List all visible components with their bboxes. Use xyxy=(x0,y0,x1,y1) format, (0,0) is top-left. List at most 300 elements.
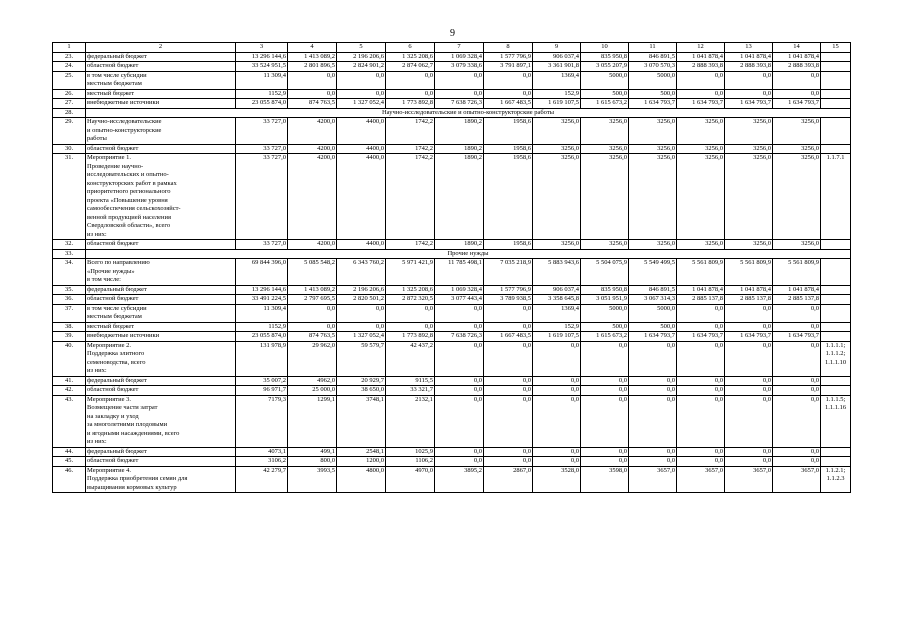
value-cell: 906 037,4 xyxy=(533,285,581,295)
value-cell: 500,0 xyxy=(581,322,629,332)
value-cell: 1 619 107,5 xyxy=(533,99,581,109)
value-cell: 1 773 892,8 xyxy=(386,332,435,342)
value-cell: 0,0 xyxy=(435,386,484,396)
value-cell: 1152,9 xyxy=(236,89,288,99)
value-cell: 0,0 xyxy=(288,71,337,89)
value-cell: 0,0 xyxy=(677,376,725,386)
value-cell: 3256,0 xyxy=(581,118,629,145)
value-cell: 846 891,5 xyxy=(629,52,677,62)
value-cell: 1742,2 xyxy=(386,240,435,250)
table-row xyxy=(53,62,851,72)
value-cell: 3 070 570,3 xyxy=(629,62,677,72)
description-cell: Мероприятие 2. Поддержка элитного семеноводства, всего из них: xyxy=(86,341,236,376)
value-cell: 3256,0 xyxy=(581,144,629,154)
value-cell: 3748,1 xyxy=(337,395,386,447)
value-cell: 7 035 218,9 xyxy=(484,259,533,286)
description-cell: Научно-исследовательские и опытно-конструкторские работы xyxy=(86,118,236,145)
value-cell: 0,0 xyxy=(581,376,629,386)
value-cell: 0,0 xyxy=(533,376,581,386)
table-row xyxy=(53,395,851,447)
value-cell: 4400,0 xyxy=(337,240,386,250)
reference-cell: 1.1.1.5; 1.1.1.16 xyxy=(821,395,851,447)
reference-cell xyxy=(821,99,851,109)
column-header: 12 xyxy=(677,43,725,53)
table-header-row xyxy=(53,43,851,53)
value-cell: 1 041 878,4 xyxy=(677,52,725,62)
value-cell: 20 929,7 xyxy=(337,376,386,386)
page-number: 9 xyxy=(450,28,455,39)
value-cell: 3256,0 xyxy=(581,240,629,250)
value-cell: 1 327 052,4 xyxy=(337,332,386,342)
value-cell: 33 524 951,5 xyxy=(236,62,288,72)
value-cell: 3657,0 xyxy=(725,466,773,493)
reference-cell: 1.1.7.1 xyxy=(821,154,851,240)
value-cell: 1 041 878,4 xyxy=(773,52,821,62)
value-cell: 2 885 137,8 xyxy=(677,295,725,305)
value-cell: 23 055 874,0 xyxy=(236,332,288,342)
value-cell: 0,0 xyxy=(629,457,677,467)
value-cell: 0,0 xyxy=(725,341,773,376)
value-cell: 1742,2 xyxy=(386,144,435,154)
value-cell: 906 037,4 xyxy=(533,52,581,62)
description-cell: Мероприятие 3. Возмещение части затрат на закладку и уход за многолетними плодовыми и ягодными насаждениями, всего из них: xyxy=(86,395,236,447)
row-number-cell: 28. xyxy=(53,108,86,118)
value-cell: 1152,9 xyxy=(236,322,288,332)
value-cell: 1890,2 xyxy=(435,118,484,145)
value-cell: 835 950,8 xyxy=(581,285,629,295)
value-cell: 0,0 xyxy=(773,457,821,467)
value-cell: 3256,0 xyxy=(773,144,821,154)
value-cell: 1958,6 xyxy=(484,144,533,154)
value-cell: 3256,0 xyxy=(725,118,773,145)
column-header: 14 xyxy=(773,43,821,53)
row-number-cell: 31. xyxy=(53,154,86,240)
value-cell: 1 634 793,7 xyxy=(773,332,821,342)
value-cell: 3256,0 xyxy=(533,118,581,145)
value-cell: 3 791 897,1 xyxy=(484,62,533,72)
value-cell: 0,0 xyxy=(484,457,533,467)
value-cell: 1 069 328,4 xyxy=(435,285,484,295)
value-cell: 1 413 089,2 xyxy=(288,285,337,295)
table-row xyxy=(53,249,851,259)
value-cell: 2 824 901,2 xyxy=(337,62,386,72)
value-cell: 4200,0 xyxy=(288,154,337,240)
description-cell: Всего по направлению «Прочие нужды» в том числе: xyxy=(86,259,236,286)
value-cell: 1 325 208,6 xyxy=(386,285,435,295)
value-cell: 1 577 796,9 xyxy=(484,52,533,62)
value-cell: 0,0 xyxy=(533,457,581,467)
description-cell: областной бюджет xyxy=(86,386,236,396)
table-row xyxy=(53,457,851,467)
column-header: 5 xyxy=(337,43,386,53)
value-cell: 3 051 951,9 xyxy=(581,295,629,305)
reference-cell xyxy=(821,52,851,62)
value-cell: 3256,0 xyxy=(629,240,677,250)
table-row xyxy=(53,285,851,295)
value-cell: 5 883 943,6 xyxy=(533,259,581,286)
value-cell: 0,0 xyxy=(288,89,337,99)
value-cell: 42 437,2 xyxy=(386,341,435,376)
table-row xyxy=(53,144,851,154)
value-cell: 0,0 xyxy=(629,341,677,376)
value-cell: 0,0 xyxy=(725,447,773,457)
value-cell: 2 885 137,8 xyxy=(773,295,821,305)
value-cell: 1299,1 xyxy=(288,395,337,447)
value-cell: 1 041 878,4 xyxy=(725,285,773,295)
value-cell: 3256,0 xyxy=(677,154,725,240)
value-cell: 0,0 xyxy=(435,447,484,457)
value-cell: 1 619 107,5 xyxy=(533,332,581,342)
value-cell: 3657,0 xyxy=(773,466,821,493)
value-cell: 1 615 673,2 xyxy=(581,99,629,109)
table-row xyxy=(53,322,851,332)
value-cell: 0,0 xyxy=(484,341,533,376)
row-number-cell: 27. xyxy=(53,99,86,109)
value-cell: 1 069 328,4 xyxy=(435,52,484,62)
row-number-cell: 34. xyxy=(53,259,86,286)
value-cell: 1890,2 xyxy=(435,144,484,154)
value-cell: 0,0 xyxy=(581,457,629,467)
value-cell: 2 872 320,5 xyxy=(386,295,435,305)
value-cell: 2 874 062,7 xyxy=(386,62,435,72)
value-cell: 3 055 207,9 xyxy=(581,62,629,72)
reference-cell xyxy=(821,386,851,396)
value-cell: 38 650,0 xyxy=(337,386,386,396)
table-row xyxy=(53,295,851,305)
value-cell: 3657,0 xyxy=(677,466,725,493)
reference-cell xyxy=(821,457,851,467)
value-cell: 3256,0 xyxy=(533,154,581,240)
row-number-cell: 24. xyxy=(53,62,86,72)
value-cell: 0,0 xyxy=(677,322,725,332)
table-row xyxy=(53,52,851,62)
value-cell: 0,0 xyxy=(725,304,773,322)
value-cell: 3 067 314,3 xyxy=(629,295,677,305)
value-cell: 0,0 xyxy=(533,447,581,457)
value-cell: 4200,0 xyxy=(288,118,337,145)
value-cell: 846 891,5 xyxy=(629,285,677,295)
value-cell: 1890,2 xyxy=(435,240,484,250)
value-cell: 1958,6 xyxy=(484,154,533,240)
budget-table xyxy=(52,42,851,493)
value-cell: 0,0 xyxy=(773,447,821,457)
value-cell: 0,0 xyxy=(725,376,773,386)
value-cell: 1742,2 xyxy=(386,154,435,240)
value-cell: 1 615 673,2 xyxy=(581,332,629,342)
value-cell: 1369,4 xyxy=(533,71,581,89)
table-row xyxy=(53,341,851,376)
value-cell: 1200,0 xyxy=(337,457,386,467)
value-cell: 3 077 443,4 xyxy=(435,295,484,305)
value-cell: 1 413 089,2 xyxy=(288,52,337,62)
reference-cell xyxy=(821,240,851,250)
row-number-cell: 35. xyxy=(53,285,86,295)
row-number-cell: 29. xyxy=(53,118,86,145)
value-cell: 3256,0 xyxy=(533,144,581,154)
description-cell: областной бюджет xyxy=(86,144,236,154)
value-cell: 800,0 xyxy=(288,457,337,467)
value-cell: 874 763,5 xyxy=(288,99,337,109)
description-cell: Мероприятие 4. Поддержка приобретения семян для выращивания кормовых культур xyxy=(86,466,236,493)
value-cell: 0,0 xyxy=(386,322,435,332)
value-cell: 1 634 793,7 xyxy=(773,99,821,109)
value-cell: 1 634 793,7 xyxy=(629,99,677,109)
value-cell: 3 358 645,8 xyxy=(533,295,581,305)
table-row xyxy=(53,332,851,342)
value-cell: 5000,0 xyxy=(629,71,677,89)
value-cell: 0,0 xyxy=(677,386,725,396)
value-cell: 0,0 xyxy=(725,322,773,332)
section-heading-cell: Научно-исследовательские и опытно-конструкторские работы xyxy=(86,108,851,118)
value-cell: 0,0 xyxy=(629,447,677,457)
value-cell: 0,0 xyxy=(484,447,533,457)
value-cell: 2 820 501,2 xyxy=(337,295,386,305)
row-number-cell: 36. xyxy=(53,295,86,305)
row-number-cell: 25. xyxy=(53,71,86,89)
value-cell: 0,0 xyxy=(484,395,533,447)
value-cell: 131 978,9 xyxy=(236,341,288,376)
value-cell: 59 579,7 xyxy=(337,341,386,376)
row-number-cell: 30. xyxy=(53,144,86,154)
row-number-cell: 32. xyxy=(53,240,86,250)
value-cell: 3106,2 xyxy=(236,457,288,467)
value-cell: 1025,9 xyxy=(386,447,435,457)
value-cell: 4962,0 xyxy=(288,376,337,386)
value-cell: 5000,0 xyxy=(581,71,629,89)
value-cell: 3256,0 xyxy=(773,154,821,240)
value-cell: 1890,2 xyxy=(435,154,484,240)
value-cell: 0,0 xyxy=(725,395,773,447)
row-number-cell: 23. xyxy=(53,52,86,62)
value-cell: 33 727,0 xyxy=(236,240,288,250)
value-cell: 500,0 xyxy=(629,322,677,332)
table-row xyxy=(53,304,851,322)
description-cell: федеральный бюджет xyxy=(86,285,236,295)
value-cell: 0,0 xyxy=(773,341,821,376)
value-cell: 4400,0 xyxy=(337,118,386,145)
section-heading-cell: Прочие нужды xyxy=(86,249,851,259)
value-cell: 0,0 xyxy=(386,71,435,89)
value-cell: 0,0 xyxy=(677,71,725,89)
value-cell: 11 309,4 xyxy=(236,71,288,89)
value-cell: 5 085 548,2 xyxy=(288,259,337,286)
value-cell: 0,0 xyxy=(435,322,484,332)
table-row xyxy=(53,99,851,109)
value-cell: 96 971,7 xyxy=(236,386,288,396)
value-cell: 5000,0 xyxy=(629,304,677,322)
reference-cell: 1.1.2.1; 1.1.2.3 xyxy=(821,466,851,493)
value-cell: 69 844 396,0 xyxy=(236,259,288,286)
value-cell: 1 325 208,6 xyxy=(386,52,435,62)
value-cell: 0,0 xyxy=(337,304,386,322)
value-cell: 1106,2 xyxy=(386,457,435,467)
value-cell: 2 888 393,8 xyxy=(725,62,773,72)
value-cell: 0,0 xyxy=(337,71,386,89)
column-header: 6 xyxy=(386,43,435,53)
value-cell: 3 361 901,8 xyxy=(533,62,581,72)
value-cell: 1742,2 xyxy=(386,118,435,145)
value-cell: 2 196 206,6 xyxy=(337,285,386,295)
value-cell: 3256,0 xyxy=(677,118,725,145)
value-cell: 2 797 695,5 xyxy=(288,295,337,305)
value-cell: 35 007,2 xyxy=(236,376,288,386)
value-cell: 1 634 793,7 xyxy=(725,332,773,342)
reference-cell xyxy=(821,304,851,322)
value-cell: 4200,0 xyxy=(288,144,337,154)
table-row xyxy=(53,386,851,396)
value-cell: 0,0 xyxy=(773,386,821,396)
value-cell: 0,0 xyxy=(629,386,677,396)
value-cell: 23 055 874,0 xyxy=(236,99,288,109)
table-row xyxy=(53,376,851,386)
value-cell: 499,1 xyxy=(288,447,337,457)
value-cell: 1 327 052,4 xyxy=(337,99,386,109)
description-cell: в том числе субсидии местным бюджетам xyxy=(86,71,236,89)
description-cell: федеральный бюджет xyxy=(86,447,236,457)
value-cell: 0,0 xyxy=(725,71,773,89)
reference-cell xyxy=(821,259,851,286)
value-cell: 5000,0 xyxy=(581,304,629,322)
row-number-cell: 42. xyxy=(53,386,86,396)
row-number-cell: 39. xyxy=(53,332,86,342)
value-cell: 7179,3 xyxy=(236,395,288,447)
value-cell: 0,0 xyxy=(337,89,386,99)
reference-cell xyxy=(821,118,851,145)
value-cell: 0,0 xyxy=(533,386,581,396)
value-cell: 0,0 xyxy=(386,89,435,99)
value-cell: 11 785 498,1 xyxy=(435,259,484,286)
value-cell: 0,0 xyxy=(677,89,725,99)
table-row xyxy=(53,154,851,240)
value-cell: 1 634 793,7 xyxy=(629,332,677,342)
value-cell: 3657,0 xyxy=(629,466,677,493)
value-cell: 4970,0 xyxy=(386,466,435,493)
reference-cell xyxy=(821,62,851,72)
value-cell: 2867,0 xyxy=(484,466,533,493)
value-cell: 4200,0 xyxy=(288,240,337,250)
value-cell: 5 561 809,9 xyxy=(773,259,821,286)
value-cell: 3528,0 xyxy=(533,466,581,493)
value-cell: 25 000,0 xyxy=(288,386,337,396)
value-cell: 1 577 796,9 xyxy=(484,285,533,295)
value-cell: 5 561 809,9 xyxy=(725,259,773,286)
reference-cell: 1.1.1.1; 1.1.1.2; 1.1.1.10 xyxy=(821,341,851,376)
reference-cell xyxy=(821,144,851,154)
column-header: 15 xyxy=(821,43,851,53)
value-cell: 4400,0 xyxy=(337,154,386,240)
value-cell: 152,9 xyxy=(533,322,581,332)
value-cell: 0,0 xyxy=(288,304,337,322)
value-cell: 0,0 xyxy=(533,341,581,376)
row-number-cell: 41. xyxy=(53,376,86,386)
value-cell: 1958,6 xyxy=(484,240,533,250)
value-cell: 0,0 xyxy=(435,457,484,467)
reference-cell xyxy=(821,447,851,457)
value-cell: 5 504 075,9 xyxy=(581,259,629,286)
value-cell: 0,0 xyxy=(435,89,484,99)
row-number-cell: 33. xyxy=(53,249,86,259)
value-cell: 33 727,0 xyxy=(236,118,288,145)
value-cell: 0,0 xyxy=(288,322,337,332)
value-cell: 0,0 xyxy=(677,341,725,376)
value-cell: 0,0 xyxy=(484,89,533,99)
value-cell: 5 971 421,9 xyxy=(386,259,435,286)
table-row xyxy=(53,466,851,493)
value-cell: 1 634 793,7 xyxy=(677,332,725,342)
row-number-cell: 38. xyxy=(53,322,86,332)
value-cell: 3256,0 xyxy=(581,154,629,240)
description-cell: областной бюджет xyxy=(86,457,236,467)
column-header: 2 xyxy=(86,43,236,53)
table-row xyxy=(53,240,851,250)
column-header: 7 xyxy=(435,43,484,53)
value-cell: 0,0 xyxy=(386,304,435,322)
value-cell: 3256,0 xyxy=(629,118,677,145)
row-number-cell: 40. xyxy=(53,341,86,376)
value-cell: 0,0 xyxy=(435,304,484,322)
column-header: 13 xyxy=(725,43,773,53)
value-cell: 3256,0 xyxy=(629,154,677,240)
value-cell: 0,0 xyxy=(677,447,725,457)
value-cell: 874 763,5 xyxy=(288,332,337,342)
column-header: 10 xyxy=(581,43,629,53)
value-cell: 3256,0 xyxy=(773,118,821,145)
value-cell: 0,0 xyxy=(629,376,677,386)
value-cell: 0,0 xyxy=(677,304,725,322)
value-cell: 3256,0 xyxy=(773,240,821,250)
column-header: 9 xyxy=(533,43,581,53)
column-header: 11 xyxy=(629,43,677,53)
reference-cell xyxy=(821,332,851,342)
value-cell: 13 296 144,6 xyxy=(236,52,288,62)
value-cell: 3 079 338,6 xyxy=(435,62,484,72)
value-cell: 0,0 xyxy=(337,322,386,332)
value-cell: 0,0 xyxy=(484,322,533,332)
table-row xyxy=(53,89,851,99)
table-row xyxy=(53,108,851,118)
value-cell: 4800,0 xyxy=(337,466,386,493)
value-cell: 2548,1 xyxy=(337,447,386,457)
value-cell: 0,0 xyxy=(629,395,677,447)
value-cell: 0,0 xyxy=(484,304,533,322)
value-cell: 1 667 483,5 xyxy=(484,332,533,342)
value-cell: 0,0 xyxy=(773,395,821,447)
value-cell: 1369,4 xyxy=(533,304,581,322)
value-cell: 0,0 xyxy=(435,376,484,386)
value-cell: 9115,5 xyxy=(386,376,435,386)
column-header: 3 xyxy=(236,43,288,53)
description-cell: местный бюджет xyxy=(86,89,236,99)
value-cell: 0,0 xyxy=(773,376,821,386)
value-cell: 3256,0 xyxy=(725,144,773,154)
table-row xyxy=(53,71,851,89)
value-cell: 7 638 726,3 xyxy=(435,99,484,109)
value-cell: 3256,0 xyxy=(725,154,773,240)
value-cell: 0,0 xyxy=(773,89,821,99)
value-cell: 0,0 xyxy=(484,71,533,89)
value-cell: 0,0 xyxy=(581,341,629,376)
row-number-cell: 44. xyxy=(53,447,86,457)
value-cell: 3256,0 xyxy=(533,240,581,250)
value-cell: 0,0 xyxy=(773,304,821,322)
reference-cell xyxy=(821,322,851,332)
value-cell: 2132,1 xyxy=(386,395,435,447)
description-cell: федеральный бюджет xyxy=(86,376,236,386)
value-cell: 1 634 793,7 xyxy=(725,99,773,109)
value-cell: 33 321,7 xyxy=(386,386,435,396)
value-cell: 33 727,0 xyxy=(236,154,288,240)
value-cell: 5 561 809,9 xyxy=(677,259,725,286)
